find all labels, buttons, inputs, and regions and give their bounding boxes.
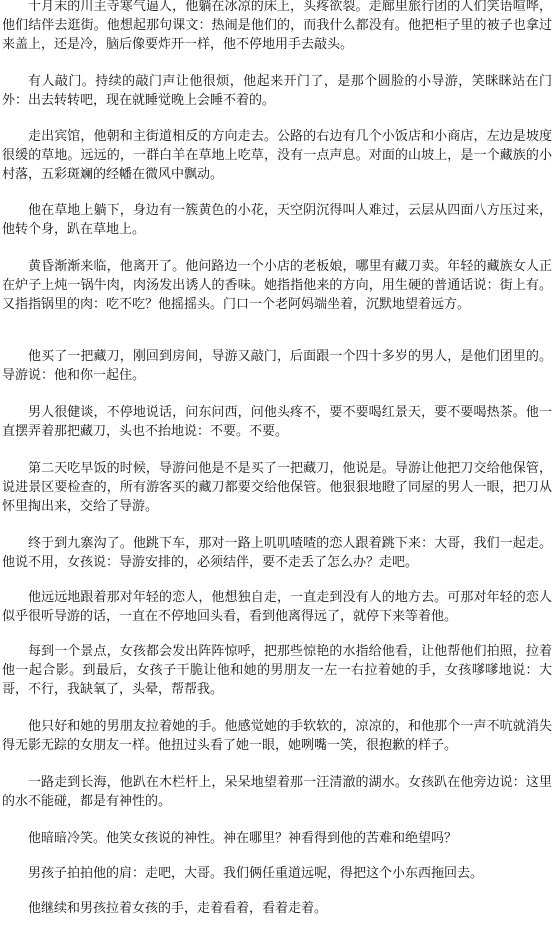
paragraph: 他继续和男孩拉着女孩的手，走着看着，看着走着。 xyxy=(28,901,328,916)
paragraph: 第二天吃早饭的时候，导游问他是不是买了一把藏刀，他说是。导游让他把刀交给他保管，说进景区要检查的，所有游客买的藏刀都要交给他保管。他狠狠地瞪了同屋的男人一眼，把刀从怀里掏出来，交给了导游。 xyxy=(2,461,552,514)
paragraph: 有人敲门。持续的敲门声让他很烦，他起来开门了，是那个圆脸的小导游，笑眯眯站在门外：出去转转吧，现在就睡觉晚上会睡不着的。 xyxy=(2,74,552,108)
paragraph: 终于到九寨沟了。他跳下车，那对一路上叽叽喳喳的恋人跟着跳下来：大哥，我们一起走。他说不用，女孩说：导游安排的，必须结伴，要不走丢了怎么办？走吧。 xyxy=(2,536,552,570)
paragraph: 男人很健谈，不停地说话，问东问西，问他头疼不，要不要喝红景天，要不要喝热茶。他一直摆弄着那把藏刀，头也不抬地说：不要。不要。 xyxy=(2,405,552,439)
paragraph: 他远远地跟着那对年轻的恋人，他想独自走，一直走到没有人的地方去。可那对年轻的恋人似乎很听导游的话，一直在不停地回头看，看到他离得远了，就停下来等着他。 xyxy=(2,590,552,624)
paragraph: 他买了一把藏刀，刚回到房间，导游又敲门，后面跟一个四十多岁的男人，是他们团里的。导游说：他和你一起住。 xyxy=(2,349,552,383)
paragraph: 他在草地上躺下，身边有一簇黄色的小花，天空阴沉得叫人难过，云层从四面八方压过来，他转个身，趴在草地上。 xyxy=(2,203,552,237)
paragraph: 他只好和她的男朋友拉着她的手。他感觉她的手软软的，凉凉的，和他那个一声不吭就消失得无影无踪的女朋友一样。他扭过头看了她一眼，她咧嘴一笑，很抱歉的样子。 xyxy=(2,719,552,753)
paragraph: 十月末的川主寺寒气逼人，他躺在冰凉的床上，头疼欲裂。走廊里旅行团的人们笑语喧哗，他们结伴去逛街。他想起那句课文：热闹是他们的，而我什么都没有。他把柜子里的被子也拿过来盖上，还是冷，脑后像要炸开一样，他不停地用手去敲头。 xyxy=(2,0,552,52)
paragraph: 每到一个景点，女孩都会发出阵阵惊呼，把那些惊艳的水指给他看，让他帮他们拍照，拉着他一起合影。到最后，女孩子干脆让他和她的男朋友一左一右拉着她的手，女孩嗲嗲地说：大哥，不行，我缺氧了，头晕，帮帮我。 xyxy=(2,644,552,697)
paragraph: 他暗暗冷笑。他笑女孩说的神性。神在哪里？神看得到他的苦难和绝望吗？ xyxy=(28,831,458,846)
paragraph: 一路走到长海，他趴在木栏杆上，呆呆地望着那一汪清澈的湖水。女孩趴在他旁边说：这里的水不能碰，都是有神性的。 xyxy=(2,775,552,809)
paragraph: 男孩子拍拍他的肩：走吧，大哥。我们俩任重道远呢，得把这个小东西拖回去。 xyxy=(28,866,484,881)
paragraph: 走出宾馆，他朝和主街道相反的方向走去。公路的右边有几个小饭店和小商店，左边是坡度很缓的草地。远远的，一群白羊在草地上吃草，没有一点声息。对面的山坡上，是一个藏族的小村落，五彩斑斓的经幡在微风中飘动。 xyxy=(2,129,552,182)
paragraph: 黄昏渐渐来临，他离开了。他问路边一个小店的老板娘，哪里有藏刀卖。年轻的藏族女人正在炉子上炖一锅牛肉，肉汤发出诱人的香味。她指指他来的方向，用生硬的普通话说：街上有。又指指锅里的肉：吃不吃？他摇摇头。门口一个老阿妈端坐着，沉默地望着远方。 xyxy=(2,259,552,312)
